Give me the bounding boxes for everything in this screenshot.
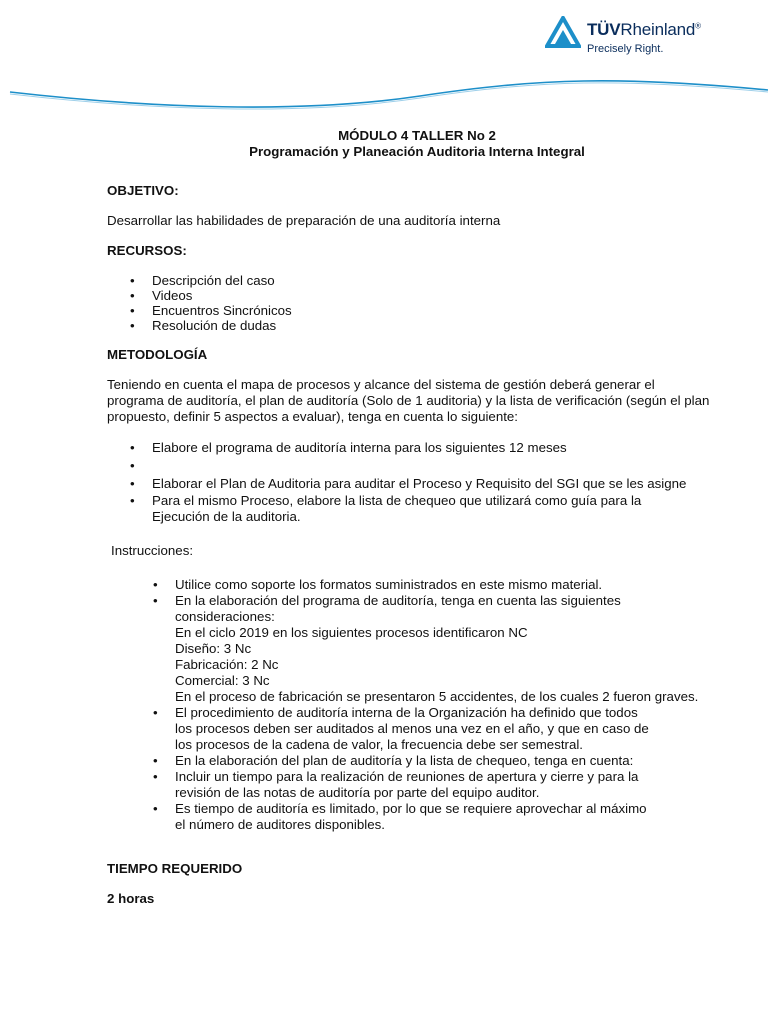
paragraph-line: programa de auditoría, el plan de auditoría (Solo de 1 auditoria) y la lista de verificación (según el plan (107, 393, 710, 408)
line: Diseño: 3 Nc (175, 641, 252, 656)
line: los procesos deben ser auditados al menos una vez en el año, y que en caso de (175, 721, 649, 736)
line: revisión de las notas de auditoría por parte del equipo auditor. (175, 785, 540, 800)
line: consideraciones: (175, 609, 275, 624)
line: Fabricación: 2 Nc (175, 657, 279, 672)
metodologia-heading: METODOLOGÍA (107, 347, 208, 362)
instrucciones-list (107, 577, 727, 833)
list-item (175, 593, 727, 705)
list-item (175, 705, 727, 753)
tiempo-heading: TIEMPO REQUERIDO (107, 861, 243, 876)
paragraph-line: Teniendo en cuenta el mapa de procesos y alcance del sistema de gestión deberá generar el (107, 377, 655, 392)
paragraph-line: propuesto, definir 5 aspectos a evaluar), tenga en cuenta lo siguiente: (107, 409, 518, 424)
list-item: • Resolución de dudas (152, 318, 727, 333)
line: El procedimiento de auditoría interna de la Organización ha definido que todos (175, 705, 638, 720)
list-item: • Elabore el programa de auditoría interna para los siguientes 12 meses (152, 439, 727, 457)
list-item (152, 475, 727, 493)
tareas-list (107, 439, 727, 525)
line: En el proceso de fabricación se presentaron 5 accidentes, de los cuales 2 fueron graves. (175, 689, 699, 704)
recursos-list (107, 273, 727, 333)
recursos-heading: RECURSOS: (107, 243, 187, 258)
header-wave-divider (0, 60, 768, 110)
instrucciones-label: Instrucciones: (111, 543, 194, 558)
list-item (175, 801, 727, 833)
tiempo-value: 2 horas (107, 891, 155, 906)
list-item: • Utilice como soporte los formatos suministrados en este mismo material. (175, 577, 727, 593)
list-item: • Encuentros Sincrónicos (152, 303, 727, 318)
list-item (175, 769, 727, 801)
objetivo-text: Desarrollar las habilidades de preparación de una auditoría interna (107, 213, 501, 228)
list-item-text: Ejecución de la auditoria. (152, 509, 301, 524)
brand-tagline: Precisely Right. (587, 43, 664, 55)
doc-title: MÓDULO 4 TALLER No 2 (338, 128, 496, 143)
list-item: • En la elaboración del plan de auditoría y la lista de chequeo, tenga en cuenta: (175, 753, 727, 769)
line: Es tiempo de auditoría es limitado, por lo que se requiere aprovechar al máximo (175, 801, 647, 816)
line: Comercial: 3 Nc (175, 673, 270, 688)
doc-subtitle: Programación y Planeación Auditoria Interna Integral (249, 144, 585, 159)
objetivo-heading: OBJETIVO: (107, 183, 179, 198)
brand-name: TÜVRheinland® (587, 20, 701, 39)
metodologia-text (107, 377, 727, 425)
list-item (152, 493, 727, 525)
document-body (107, 128, 727, 907)
list-item: • Videos (152, 288, 727, 303)
line: Incluir un tiempo para la realización de reuniones de apertura y cierre y para la (175, 769, 639, 784)
line: el número de auditores disponibles. (175, 817, 385, 832)
line: En el ciclo 2019 en los siguientes procesos identificaron NC (175, 625, 528, 640)
list-item: • Descripción del caso (152, 273, 727, 288)
list-item-text: Para el mismo Proceso, elabore la lista de chequeo que utilizará como guía para la (152, 493, 642, 508)
tuv-rheinland-logo (545, 12, 710, 58)
list-item-text: Elaborar el Plan de Auditoria para auditar el Proceso y Requisito del SGI que se les asigne (152, 476, 687, 491)
triangle-logo-icon (545, 16, 581, 48)
line: los procesos de la cadena de valor, la frecuencia debe ser semestral. (175, 737, 584, 752)
line: En la elaboración del programa de auditoría, tenga en cuenta las siguientes (175, 593, 621, 608)
list-item (152, 457, 727, 475)
